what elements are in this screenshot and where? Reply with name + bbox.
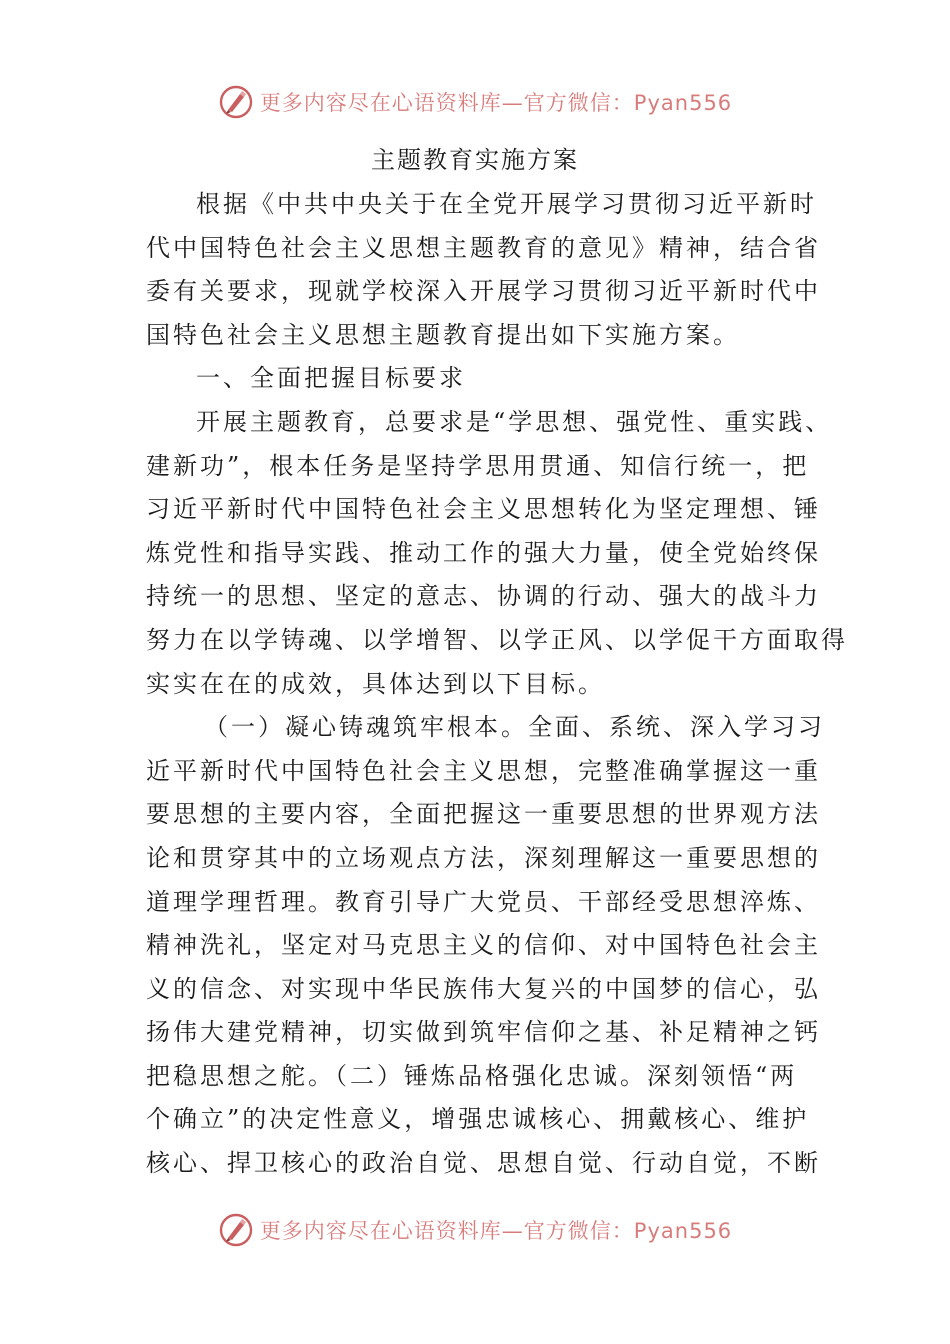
document-body — [146, 183, 848, 1186]
text-line: 道理学理哲理。教育引导广大党员、干部经受思想淬炼、 — [146, 887, 821, 916]
text-line: 代中国特色社会主义思想主题教育的意见》精神，结合省 — [146, 233, 821, 262]
text-line: 炼党性和指导实践、推动工作的强大力量，使全党始终保 — [146, 538, 821, 567]
section-heading: 一、全面把握目标要求 — [196, 364, 466, 393]
text-line: 委有关要求，现就学校深入开展学习贯彻习近平新时代中 — [146, 277, 821, 306]
text-line: 习近平新时代中国特色社会主义思想转化为坚定理想、锤 — [146, 495, 821, 524]
text-line: 个确立”的决定性意义，增强忠诚核心、拥戴核心、维护 — [146, 1105, 810, 1134]
footer-watermark-banner — [0, 1210, 950, 1250]
text-line: 扬伟大建党精神，切实做到筑牢信仰之基、补足精神之钙 — [146, 1018, 821, 1047]
text-line: 把稳思想之舵。（二）锤炼品格强化忠诚。深刻领悟“两 — [146, 1061, 798, 1090]
text-line: 开展主题教育，总要求是“学思想、强党性、重实践、 — [196, 407, 833, 436]
watermark-text: 更多内容尽在心语资料库—官方微信：Pyan556 — [259, 91, 733, 115]
text-line: 持统一的思想、坚定的意志、协调的行动、强大的战斗力 — [146, 582, 821, 611]
document-title: 主题教育实施方案 — [371, 146, 579, 174]
text-line: 努力在以学铸魂、以学增智、以学正风、以学促干方面取得 — [146, 625, 848, 654]
text-line: 精神洗礼，坚定对马克思主义的信仰、对中国特色社会主 — [146, 931, 821, 960]
text-line: 根据《中共中央关于在全党开展学习贯彻习近平新时 — [196, 190, 817, 218]
text-line: 义的信念、对实现中华民族伟大复兴的中国梦的信心，弘 — [146, 974, 821, 1003]
pen-logo-icon — [218, 1212, 254, 1248]
text-line: 要思想的主要内容，全面把握这一重要思想的世界观方法 — [146, 800, 821, 829]
text-line: 论和贯穿其中的立场观点方法，深刻理解这一重要思想的 — [146, 843, 821, 872]
text-line: 近平新时代中国特色社会主义思想，完整准确掌握这一重 — [146, 756, 821, 785]
text-line: 核心、捍卫核心的政治自觉、思想自觉、行动自觉，不断 — [146, 1149, 821, 1178]
text-line: 建新功”，根本任务是坚持学思用贯通、知信行统一，把 — [146, 451, 810, 480]
text-line: （一）凝心铸魂筑牢根本。全面、系统、深入学习习 — [204, 713, 825, 742]
text-line: 国特色社会主义思想主题教育提出如下实施方案。 — [146, 320, 740, 349]
header-watermark-banner — [0, 82, 950, 122]
watermark-text: 更多内容尽在心语资料库—官方微信：Pyan556 — [259, 1219, 733, 1243]
text-line: 实实在在的成效，具体达到以下目标。 — [146, 669, 605, 698]
pen-logo-icon — [218, 84, 254, 120]
